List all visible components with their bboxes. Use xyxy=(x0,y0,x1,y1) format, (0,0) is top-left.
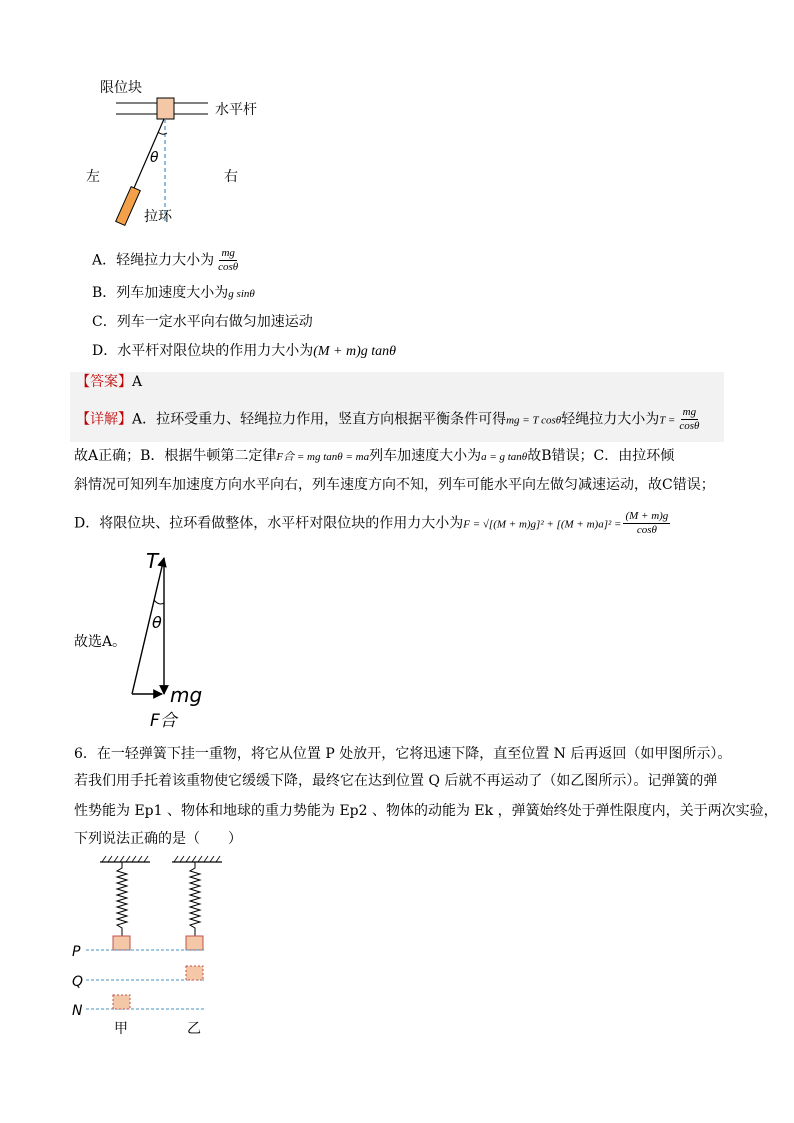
fig1-label-left: 左 xyxy=(86,169,100,185)
answer-label: 【答案】 xyxy=(76,374,132,390)
label-Q: Q xyxy=(72,974,84,990)
fig2-label-mg: mg xyxy=(170,683,203,707)
conclusion: 故选A。 xyxy=(74,634,127,650)
option-a: A．轻绳拉力大小为 $\frac{mg}{\cos\theta}$ xyxy=(92,247,239,273)
block-yi-p xyxy=(186,936,203,950)
q6-line-2: 若我们用手托着该重物使它缓缓下降，最终它在达到位置 Q 后就不再运动了（如乙图所示）。记弹簧的弹 xyxy=(74,773,718,789)
fig2-theta: θ xyxy=(152,613,162,632)
figure-force-triangle xyxy=(120,548,220,736)
q6-line-1: 6．在一轻弹簧下挂一重物，将它从位置 P 处放开，它将迅速下降，直至位置 N 后再返回（如甲图所示）。 xyxy=(74,746,732,762)
fig1-label-right: 右 xyxy=(224,169,238,185)
q6-line-4: 下列说法正确的是（ ） xyxy=(74,831,242,847)
label-yi: 乙 xyxy=(187,1021,201,1037)
pull-ring xyxy=(116,187,141,226)
fig1-label-block: 限位块 xyxy=(100,80,142,96)
detail-line-4: D．将限位块、拉环看做整体，水平杆对限位块的作用力大小为F = √[(M + m)g]² + [(M + m)a]² = $\frac{(M + m)g}{\cos\theta}$ xyxy=(74,510,669,536)
label-P: P xyxy=(72,944,81,960)
limit-block xyxy=(157,98,174,119)
figure-limit-block xyxy=(80,70,280,235)
option-b: B．列车加速度大小为g sinθ xyxy=(92,285,255,301)
fig1-label-rod: 水平杆 xyxy=(215,102,257,118)
fig2-label-T: T xyxy=(146,549,159,573)
option-c: C．列车一定水平向右做匀加速运动 xyxy=(92,314,313,330)
spring-jia xyxy=(117,862,127,936)
fig2-label-F: F合 xyxy=(150,711,177,731)
block-jia-n xyxy=(113,995,130,1009)
light-rope xyxy=(134,119,164,188)
detail-line-1: 【详解】A．拉环受重力、轻绳拉力作用，竖直方向根据平衡条件可得mg = T cosθ轻绳拉力大小为T = $\frac{mg}{\cos\theta}$ xyxy=(76,406,700,432)
label-N: N xyxy=(72,1003,83,1019)
answer-line xyxy=(76,372,142,392)
spring-yi xyxy=(190,862,200,936)
answer-value: A xyxy=(132,374,143,390)
label-jia: 甲 xyxy=(114,1021,128,1037)
fig1-label-ring: 拉环 xyxy=(144,209,172,225)
figure-springs xyxy=(68,852,228,1042)
block-yi-q xyxy=(186,966,203,980)
option-d: D．水平杆对限位块的作用力大小为(M + m)g tanθ xyxy=(92,343,397,359)
detail-line-3: 斜情况可知列车加速度方向水平向右，列车速度方向不知，列车可能水平向左做匀减速运动，故C错误； xyxy=(74,477,715,493)
fig1-theta: θ xyxy=(150,150,159,166)
q6-line-3: 性势能为 Ep1 、物体和地球的重力势能为 Ep2 、物体的动能为 Ek ，弹簧始终处于弹性限度内，关于两次实验， xyxy=(74,803,778,819)
detail-line-2: 故A正确；B．根据牛顿第二定律F合 = mg tanθ = ma列车加速度大小为a = g tanθ故B错误；C．由拉环倾 xyxy=(74,448,675,464)
block-jia-p xyxy=(113,936,130,950)
